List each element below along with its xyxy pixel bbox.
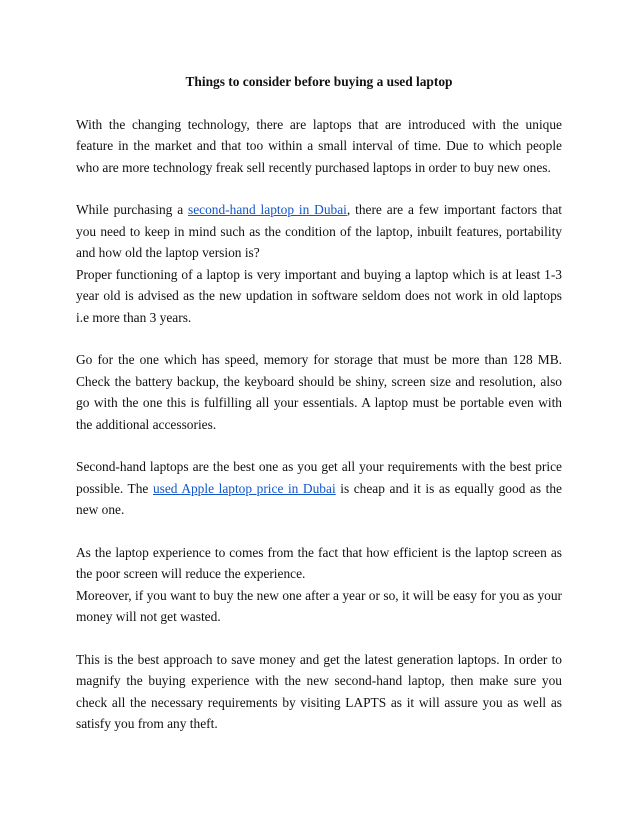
- paragraph-intro: [76, 114, 562, 179]
- paragraph-price: [76, 456, 562, 521]
- paragraph-purchasing-text-before: While purchasing a: [76, 202, 189, 217]
- paragraph-purchasing: [76, 199, 562, 264]
- paragraph-price-text-after: is cheap and it is as equally good as the new one.: [76, 480, 563, 517]
- second-hand-laptop-link[interactable]: second-hand laptop in Dubai: [188, 202, 347, 217]
- used-apple-laptop-price-link[interactable]: used Apple laptop price in Dubai: [152, 480, 336, 496]
- paragraph-functioning-text: Proper functioning of a laptop is very important and buying a laptop which is at least 1-3 year old is advised as the new updation in software seldom does not work in old laptops i.e more than 3 years.: [76, 266, 562, 325]
- paragraph-screen-text: As the laptop experience to comes from the fact that how efficient is the laptop screen as the poor screen will reduce the experience.: [76, 544, 562, 581]
- paragraph-moreover-text: Moreover, if you want to buy the new one after a year or so, it will be easy for you as your money will not get wasted.: [76, 587, 562, 624]
- paragraph-conclusion-text: This is the best approach to save money and get the latest generation laptops. In order to magnify the buying experience with the new second-hand laptop, then make sure you check all the necessary requirements by visiting LAPTS as it will assure you as well as satisfy you from any theft.: [76, 651, 562, 731]
- paragraph-purchasing-text-after: , there are a few important factors that you need to keep in mind such as the condition of the laptop, inbuilt features, portability and how old the laptop version is?: [76, 202, 563, 260]
- document-title: Things to consider before buying a used laptop: [185, 74, 453, 89]
- paragraph-speed-memory: [76, 349, 562, 435]
- paragraph-intro-text: With the changing technology, there are laptops that are introduced with the unique feature in the market and that too within a small interval of time. Due to which people who are more technology freak sell recently purchased laptops in order to buy new ones.: [76, 116, 562, 175]
- paragraph-conclusion: [76, 649, 562, 735]
- paragraph-screen: [76, 542, 562, 585]
- paragraph-functioning: [76, 264, 562, 329]
- paragraph-price-text-before: Second-hand laptops are the best one as you get all your requirements with the best price possible. The: [76, 459, 562, 496]
- paragraph-speed-memory-text: Go for the one which has speed, memory for storage that must be more than 128 MB. Check the battery backup, the keyboard should be shiny, screen size and resolution, also go with the one this is fulfilling all your essentials. A laptop must be portable even with the additional accessories.: [76, 352, 562, 432]
- paragraph-moreover: [76, 585, 562, 628]
- document-body: [76, 71, 562, 756]
